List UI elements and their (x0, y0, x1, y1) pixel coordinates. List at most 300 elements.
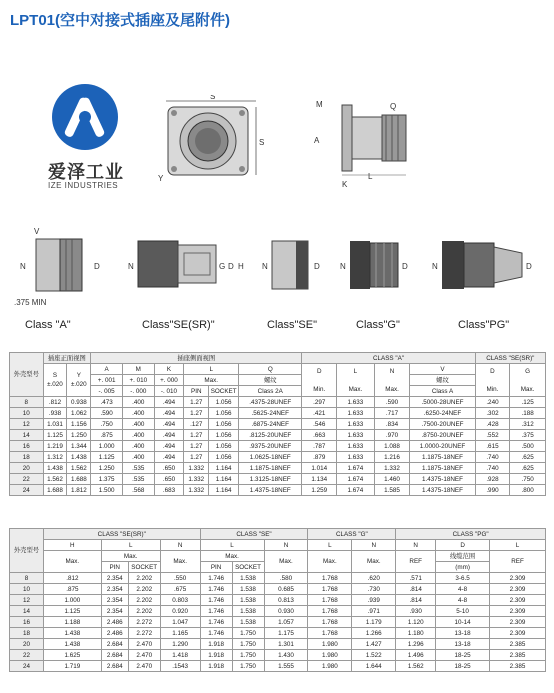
table-cell: 4-8 (436, 595, 490, 606)
table-cell: 1.750 (232, 661, 264, 672)
class-se-drawing (260, 225, 330, 300)
table-cell: 5-10 (436, 606, 490, 617)
col-k: K (154, 364, 184, 375)
table-cell: 1.332 (184, 474, 209, 485)
svg-text:D: D (526, 262, 532, 271)
table-cell: 1.644 (352, 661, 396, 672)
table-cell: .571 (396, 573, 436, 584)
table-cell: 1.301 (264, 639, 308, 650)
table-cell: 1.633 (337, 430, 375, 441)
table-cell: 1.538 (232, 606, 264, 617)
shell-size-cell: 14 (10, 430, 44, 441)
table-cell: .8125-20UNEF (239, 430, 302, 441)
table-cell: 1.688 (67, 474, 91, 485)
table-cell: .930 (396, 606, 436, 617)
table-cell: .1543 (160, 661, 200, 672)
table-cell: .6875-24NEF (239, 419, 302, 430)
table-cell: 2.202 (128, 595, 160, 606)
svg-text:K: K (342, 180, 348, 189)
table-cell: .834 (374, 419, 410, 430)
svg-text:N: N (20, 262, 26, 271)
table-row (10, 485, 546, 496)
table-tol-row: +. 001 +. 010 +. 000 Max. 螺纹 螺纹 (10, 375, 546, 386)
table-cell: 0.938 (67, 397, 91, 408)
table-cell: .590 (91, 408, 123, 419)
table-cell: .675 (160, 584, 200, 595)
table-cell: .473 (91, 397, 123, 408)
table-cell: 1.980 (308, 661, 352, 672)
table-cell: 2.309 (490, 584, 546, 595)
shell-size-cell: 16 (10, 617, 44, 628)
table-cell: 2.202 (128, 584, 160, 595)
table-cell: 1.0000-20UNEF (410, 441, 475, 452)
table-cell: .546 (302, 419, 337, 430)
table-cell: 1.296 (396, 639, 436, 650)
table-cell: 2.309 (490, 595, 546, 606)
table-cell: 13-18 (436, 639, 490, 650)
table-cell: 2.684 (101, 639, 128, 650)
col-g: G Max. (510, 364, 546, 397)
table-cell: 1.768 (308, 584, 352, 595)
table-cell: 1.134 (302, 474, 337, 485)
table-cell: 1.625 (43, 650, 101, 661)
class-se-header: CLASS "SE" (200, 529, 308, 540)
table-cell: .750 (510, 474, 546, 485)
table2-group-row (10, 529, 546, 540)
table-cell: 0.685 (264, 584, 308, 595)
table-cell: 1.750 (232, 650, 264, 661)
table-cell: .750 (91, 419, 123, 430)
table-cell: .814 (396, 584, 436, 595)
table-cell: .535 (122, 463, 154, 474)
col-m: M (122, 364, 154, 375)
table-cell: 1.562 (396, 661, 436, 672)
table-row (10, 584, 546, 595)
shell-size-cell: 12 (10, 419, 44, 430)
table-cell: 1.438 (67, 452, 91, 463)
shell-size-cell: 10 (10, 408, 44, 419)
table-cell: 1.746 (200, 595, 232, 606)
table-cell: 1.27 (184, 397, 209, 408)
table-cell: 0.920 (160, 606, 200, 617)
table-cell: 2.385 (490, 661, 546, 672)
table-row (10, 650, 546, 661)
table-cell: .717 (374, 408, 410, 419)
brand-name-en: IZE INDUSTRIES (48, 181, 119, 190)
table-cell: 1.056 (209, 441, 239, 452)
table-cell: .875 (43, 584, 101, 595)
page-title: LPT01(空中对接式插座及尾附件) (10, 12, 231, 29)
table-cell: .6250-24NEF (410, 408, 475, 419)
table-cell: .879 (302, 452, 337, 463)
table-cell: 1.250 (91, 463, 123, 474)
table-cell: .812 (43, 397, 67, 408)
table-cell: .740 (475, 452, 510, 463)
class-a-drawing (14, 225, 110, 310)
svg-text:D: D (228, 262, 234, 271)
shell-size-cell: 22 (10, 474, 44, 485)
table-cell: 1.125 (43, 606, 101, 617)
table-cell: 0.930 (264, 606, 308, 617)
shell-size-header: 外壳型号 (10, 353, 44, 397)
table-cell: .625 (510, 463, 546, 474)
table-cell: 2.684 (101, 661, 128, 672)
table-cell: .428 (475, 419, 510, 430)
table-cell: 2.486 (101, 628, 128, 639)
table-cell: 1.120 (396, 617, 436, 628)
table-cell: 1.633 (337, 419, 375, 430)
table-cell: 2.354 (101, 573, 128, 584)
table-cell: .552 (475, 430, 510, 441)
table-cell: .683 (154, 485, 184, 496)
table-cell: 13-18 (436, 628, 490, 639)
table-cell: 1.27 (184, 408, 209, 419)
table-cell: .590 (374, 397, 410, 408)
svg-text:A: A (314, 136, 320, 145)
table-cell: 1.056 (209, 397, 239, 408)
shell-size-cell: 10 (10, 584, 44, 595)
table-cell: .970 (374, 430, 410, 441)
table-cell: 1.746 (200, 628, 232, 639)
table-cell: 1.674 (337, 463, 375, 474)
table-cell: 3-6.5 (436, 573, 490, 584)
shell-size-cell: 12 (10, 595, 44, 606)
shell-size-cell: 16 (10, 441, 44, 452)
table-cell: 1.768 (308, 628, 352, 639)
table-cell: .787 (302, 441, 337, 452)
shell-size-header-2: 外壳型号 (10, 529, 44, 573)
svg-text:N: N (432, 262, 438, 271)
table-cell: 1.4375-18NEF (410, 485, 475, 496)
table-cell: 1.165 (160, 628, 200, 639)
table-cell: .580 (264, 573, 308, 584)
table-cell: 1.438 (43, 639, 101, 650)
shell-size-cell: 22 (10, 650, 44, 661)
table-cell: 1.062 (67, 408, 91, 419)
table-cell: 1.980 (308, 650, 352, 661)
col-v: V (410, 364, 475, 375)
col-q: Q (239, 364, 302, 375)
table-cell: 1.3125-18NEF (239, 474, 302, 485)
table-cell: .400 (122, 452, 154, 463)
class-a-label: Class "A" (25, 319, 71, 331)
class-g-label: Class"G" (356, 319, 400, 331)
table-cell: 1.555 (264, 661, 308, 672)
table-cell: 1.438 (43, 463, 67, 474)
table-cell: .400 (122, 441, 154, 452)
table-cell: 1.014 (302, 463, 337, 474)
table-cell: 1.750 (232, 639, 264, 650)
svg-text:Y: Y (158, 174, 164, 183)
table-cell: 1.266 (352, 628, 396, 639)
table-cell: 2.354 (101, 606, 128, 617)
table-cell: 1.290 (160, 639, 200, 650)
table-cell: .550 (160, 573, 200, 584)
table-cell: .8750-20UNEF (410, 430, 475, 441)
table-cell: 1.585 (374, 485, 410, 496)
col-d: D Min. (302, 364, 337, 397)
table-cell: 1.332 (184, 485, 209, 496)
table-cell: 1.812 (67, 485, 91, 496)
table-row (10, 573, 546, 584)
table-cell: 1.633 (337, 441, 375, 452)
table-row (10, 452, 546, 463)
table-cell: .650 (154, 474, 184, 485)
table-cell: .297 (302, 397, 337, 408)
table-cell: 1.746 (200, 606, 232, 617)
table-cell: 1.430 (264, 650, 308, 661)
table-cell: 2.470 (128, 650, 160, 661)
table-cell: .421 (302, 408, 337, 419)
table-cell: .812 (43, 573, 101, 584)
svg-text:N: N (340, 262, 346, 271)
table-row (10, 408, 546, 419)
table-cell: 1.496 (396, 650, 436, 661)
class-se-sr-header: CLASS "SE(SR)" (475, 353, 545, 364)
table-cell: 1.056 (209, 452, 239, 463)
class-pg-drawing (430, 225, 545, 300)
table-cell: 1.179 (352, 617, 396, 628)
table-cell: 1.750 (232, 628, 264, 639)
table-cell: 2.470 (128, 661, 160, 672)
table-cell: 1.0625-18NEF (239, 452, 302, 463)
table-cell: .938 (43, 408, 67, 419)
table-cell: .494 (154, 441, 184, 452)
table-cell: 1.125 (91, 452, 123, 463)
table-cell: 1.27 (184, 430, 209, 441)
front-view-header: 插座正面视图 (43, 353, 91, 364)
table-cell: 2.272 (128, 617, 160, 628)
table-cell: 1.047 (160, 617, 200, 628)
svg-text:N: N (262, 262, 268, 271)
table-tol-row-2: -. 005 -. 000 -. 010 PIN SOCKET Class 2A Class A (10, 386, 546, 397)
table-cell: 1.332 (374, 463, 410, 474)
table-cell: 1.418 (160, 650, 200, 661)
table-cell: .188 (510, 408, 546, 419)
table-cell: 1.633 (337, 452, 375, 463)
brand-name-cn: 爱泽工业 (48, 162, 124, 182)
table-cell: .494 (154, 430, 184, 441)
svg-text:G: G (219, 262, 226, 271)
shell-size-cell: 8 (10, 573, 44, 584)
table-cell: 1.375 (91, 474, 123, 485)
table-cell: 1.768 (308, 606, 352, 617)
table-cell: 1.768 (308, 573, 352, 584)
table-cell: 4-8 (436, 584, 490, 595)
table-cell: 1.633 (337, 408, 375, 419)
table-cell: .990 (475, 485, 510, 496)
table-cell: 1.125 (43, 430, 67, 441)
table-row (10, 474, 546, 485)
class-se-sr-label: Class"SE(SR)" (142, 319, 215, 331)
table-cell: 1.250 (67, 430, 91, 441)
table-cell: 1.768 (308, 617, 352, 628)
table-cell: 2.354 (101, 584, 128, 595)
class-g-drawing (338, 225, 418, 300)
table-cell: .663 (302, 430, 337, 441)
table-cell: 2.202 (128, 606, 160, 617)
svg-text:V: V (34, 227, 40, 236)
table-cell: 1.164 (209, 463, 239, 474)
table-cell: 1.674 (337, 474, 375, 485)
table-cell: .5625-24NEF (239, 408, 302, 419)
table-cell: 1.27 (184, 441, 209, 452)
table-cell: 1.538 (232, 595, 264, 606)
dimensions-table-1 (9, 352, 546, 496)
ize-logo-icon (50, 82, 120, 152)
table-cell: 1.522 (352, 650, 396, 661)
table-cell: 2.309 (490, 628, 546, 639)
table-cell: 1.156 (67, 419, 91, 430)
table-cell: 1.180 (396, 628, 436, 639)
table-cell: .9375-20UNEF (239, 441, 302, 452)
side-view-drawing (310, 95, 430, 190)
col-n: N Max. (374, 364, 410, 397)
shell-size-cell: 20 (10, 639, 44, 650)
table-cell: 1.216 (374, 452, 410, 463)
svg-text:.375 MIN: .375 MIN (14, 298, 47, 307)
table-cell: 2.385 (490, 639, 546, 650)
table-cell: .4375-28UNEF (239, 397, 302, 408)
class-pg-header: CLASS "PG" (396, 529, 546, 540)
table-row (10, 628, 546, 639)
table-cell: 1.056 (209, 419, 239, 430)
table-cell: 2.309 (490, 617, 546, 628)
table2-letter-row: H L N L N L N N D L (10, 540, 546, 551)
table-row (10, 595, 546, 606)
table-cell: 1.000 (43, 595, 101, 606)
table-cell: 1.164 (209, 485, 239, 496)
table-cell: 1.4375-18NEF (239, 485, 302, 496)
table-cell: .494 (154, 408, 184, 419)
table-cell: 1.1875-18NEF (410, 463, 475, 474)
table-cell: 1.719 (43, 661, 101, 672)
col-s: S ±.020 (43, 364, 67, 397)
table-cell: 2.486 (101, 617, 128, 628)
table-cell: 2.470 (128, 639, 160, 650)
table-cell: .5000-28UNEF (410, 397, 475, 408)
table-cell: .875 (91, 430, 123, 441)
table-cell: 18-25 (436, 661, 490, 672)
table-cell: 1.768 (308, 595, 352, 606)
table-cell: 18-25 (436, 650, 490, 661)
svg-text:Q: Q (390, 102, 397, 111)
table-cell: .240 (475, 397, 510, 408)
table-cell: 1.164 (209, 474, 239, 485)
table-cell: 2.309 (490, 573, 546, 584)
col-y: Y ±.020 (67, 364, 91, 397)
table-cell: .814 (396, 595, 436, 606)
table-cell: 1.918 (200, 661, 232, 672)
table-cell: 1.688 (43, 485, 67, 496)
table2-sub-row: Max. Max. Max. Max. Max. Max. Max. REF 线缆范围 REF (10, 551, 546, 562)
table-cell: .312 (510, 419, 546, 430)
col-d2: D Min. (475, 364, 510, 397)
table-cell: .375 (510, 430, 546, 441)
table-cell: 1.918 (200, 639, 232, 650)
table-row (10, 441, 546, 452)
table-cell: 1.031 (43, 419, 67, 430)
svg-text:N: N (128, 262, 134, 271)
table-row (10, 430, 546, 441)
table-cell: 1.4375-18NEF (410, 474, 475, 485)
table-cell: .494 (154, 397, 184, 408)
shell-size-cell: 18 (10, 452, 44, 463)
table-cell: 1.056 (209, 430, 239, 441)
svg-text:D: D (402, 262, 408, 271)
table-cell: 1.746 (200, 573, 232, 584)
shell-size-cell: 8 (10, 397, 44, 408)
table-cell: 2.272 (128, 628, 160, 639)
shell-size-cell: 14 (10, 606, 44, 617)
shell-size-cell: 24 (10, 485, 44, 496)
table-cell: 1.427 (352, 639, 396, 650)
table-row (10, 606, 546, 617)
table-cell: 1.175 (264, 628, 308, 639)
table-cell: .939 (352, 595, 396, 606)
table-cell: .125 (510, 397, 546, 408)
col-a: A (91, 364, 123, 375)
table-cell: .494 (154, 452, 184, 463)
table-cell: 1.056 (209, 408, 239, 419)
svg-text:D: D (314, 262, 320, 271)
table-cell: 1.312 (43, 452, 67, 463)
shell-size-cell: 24 (10, 661, 44, 672)
table-cell: .730 (352, 584, 396, 595)
class-se-sr-drawing (120, 225, 250, 300)
table-cell: .302 (475, 408, 510, 419)
table-cell: 1.1875-18NEF (410, 452, 475, 463)
table-cell: .400 (122, 419, 154, 430)
side-view-header: 插座侧面视图 (91, 353, 302, 364)
svg-text:S: S (210, 95, 216, 101)
table-cell: 1.438 (43, 628, 101, 639)
table-cell: 1.219 (43, 441, 67, 452)
col-l: L (184, 364, 239, 375)
col-l2: L Max. (337, 364, 375, 397)
table-cell: 1.460 (374, 474, 410, 485)
table-cell: 2.684 (101, 650, 128, 661)
table-cell: .650 (154, 463, 184, 474)
table-row (10, 397, 546, 408)
svg-text:M: M (316, 100, 323, 109)
table-cell: 1.344 (67, 441, 91, 452)
table-row (10, 617, 546, 628)
table-cell: 2.309 (490, 606, 546, 617)
table-cell: 1.980 (308, 639, 352, 650)
table-cell: .740 (475, 463, 510, 474)
table-cell: 1.538 (232, 617, 264, 628)
table-cell: 1.000 (91, 441, 123, 452)
svg-text:S: S (259, 138, 265, 147)
table-cell: 1.057 (264, 617, 308, 628)
table-cell: .400 (122, 430, 154, 441)
table-cell: 1.332 (184, 463, 209, 474)
svg-text:D: D (94, 262, 100, 271)
table-cell: 10-14 (436, 617, 490, 628)
svg-text:H: H (238, 262, 244, 271)
table-row (10, 639, 546, 650)
class-se-label: Class"SE" (267, 319, 317, 331)
table-letter-row (10, 364, 546, 375)
dimensions-table-2 (9, 528, 546, 672)
table-cell: 2.354 (101, 595, 128, 606)
table-cell: 2.385 (490, 650, 546, 661)
table-row (10, 419, 546, 430)
table-cell: 0.803 (160, 595, 200, 606)
table-row (10, 661, 546, 672)
table-cell: 1.538 (232, 584, 264, 595)
